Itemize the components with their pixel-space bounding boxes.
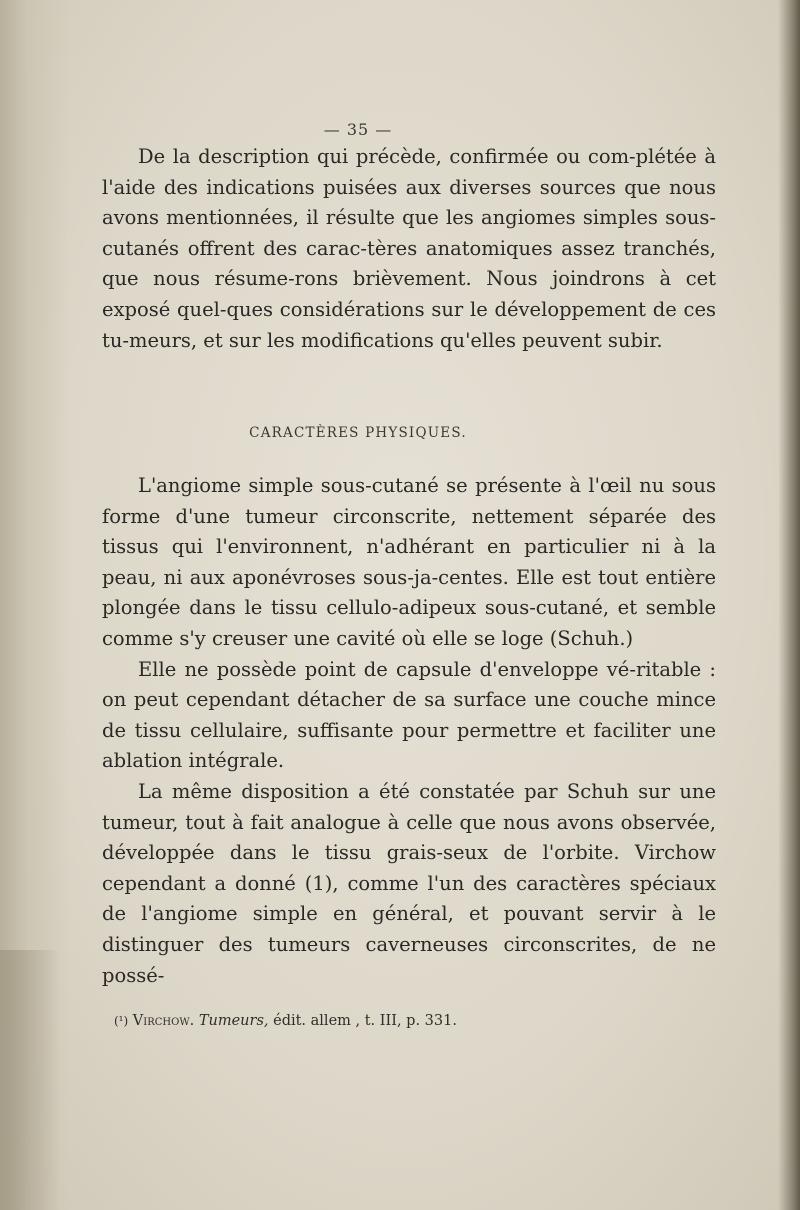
- footnote-author: Virchow.: [132, 1013, 195, 1029]
- intro-paragraph: De la description qui précède, confirmée ou com-plétée à l'aide des indications puisées aux diverses sources que nous avons mentionnées, il résulte que les angiomes simples sous-cutanés offrent des carac-tères anatomiques assez tranchés, que nous résume-rons brièvement. Nous joindrons à cet exposé quel-ques considérations sur le développement de ces tu-meurs, et sur les modifications qu'elles peuvent subir.: [102, 145, 716, 352]
- footnote-marker: (¹): [114, 1014, 129, 1028]
- intro-text: [102, 142, 716, 356]
- footnote-reference: édit. allem , t. III, p. 331.: [268, 1013, 457, 1029]
- paragraph: L'angiome simple sous-cutané se présente à l'œil nu sous forme d'une tumeur circonscrite, nettement séparée des tissus qui l'environnent, n'adhérant en particulier ni à la peau, ni aux aponévroses sous-ja-centes. Elle est tout entière plongée dans le tissu cellulo-adipeux sous-cutané, et semble comme s'y creuser une cavité où elle se loge (Schuh.): [102, 474, 716, 650]
- section-heading: CARACTÈRES PHYSIQUES.: [249, 425, 467, 441]
- footnote-title: Tumeurs,: [198, 1013, 269, 1029]
- page-number: — 35 —: [323, 120, 393, 139]
- paragraph: Elle ne possède point de capsule d'enveloppe vé-ritable : on peut cependant détacher de sa surface une couche mince de tissu cellulaire, suffisante pour permettre et faciliter une ablation intégrale.: [102, 657, 716, 773]
- footnote: [114, 1011, 714, 1031]
- page-shadow-right: [778, 0, 800, 1210]
- page-shadow-bottom-left: [0, 950, 60, 1210]
- section-body: [102, 471, 716, 991]
- paragraph: La même disposition a été constatée par Schuh sur une tumeur, tout à fait analogue à celle que nous avons observée, développée dans le tissu grais-seux de l'orbite. Virchow cependant a donné (1), comme l'un des caractères spéciaux de l'angiome simple en général, et pouvant servir à le distinguer des tumeurs caverneuses circonscrites, de ne possé-: [102, 779, 716, 987]
